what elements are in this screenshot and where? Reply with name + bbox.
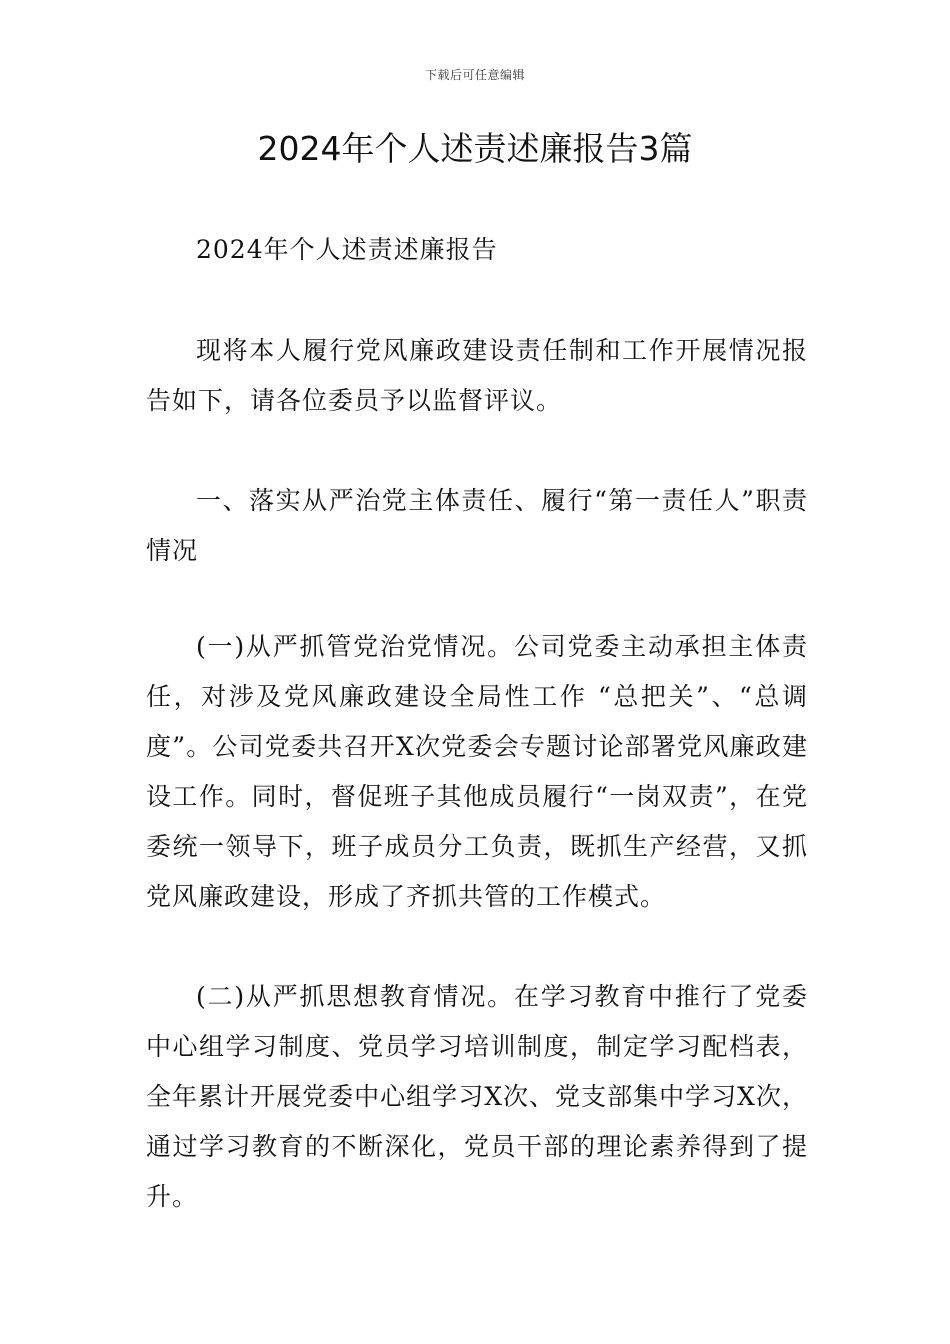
section-heading-1: 一、落实从严治党主体责任、履行“第一责任人”职责情况 [146,486,808,565]
paragraph-item-1: (一)从严抓管党治党情况。公司党委主动承担主体责任，对涉及党风廉政建设全局性工作 “总把关”、“总调度”。公司党委共召开X次党委会专题讨论部署党风廉政建设工作。同时，督促班子其他成员履行“一岗双责”，在党委统一领导下，班子成员分工负责，既抓生产经营，又抓党风廉政建设，形成了齐抓共管的工作模式。 [146,632,808,911]
intro-paragraph: 现将本人履行党风廉政建设责任制和工作开展情况报告如下，请各位委员予以监督评议。 [146,336,808,415]
paragraph-item-2: (二)从严抓思想教育情况。在学习教育中推行了党委中心组学习制度、党员学习培训制度，制定学习配档表，全年累计开展党委中心组学习X次、党支部集中学习X次，通过学习教育的不断深化，党员干部的理论素养得到了提升。 [146,982,808,1211]
document-title: 2024年个人述责述廉报告3篇 [257,129,693,168]
header-note: 下载后可任意编辑 [424,68,525,82]
report-subtitle: 2024年个人述责述廉报告 [196,235,498,264]
